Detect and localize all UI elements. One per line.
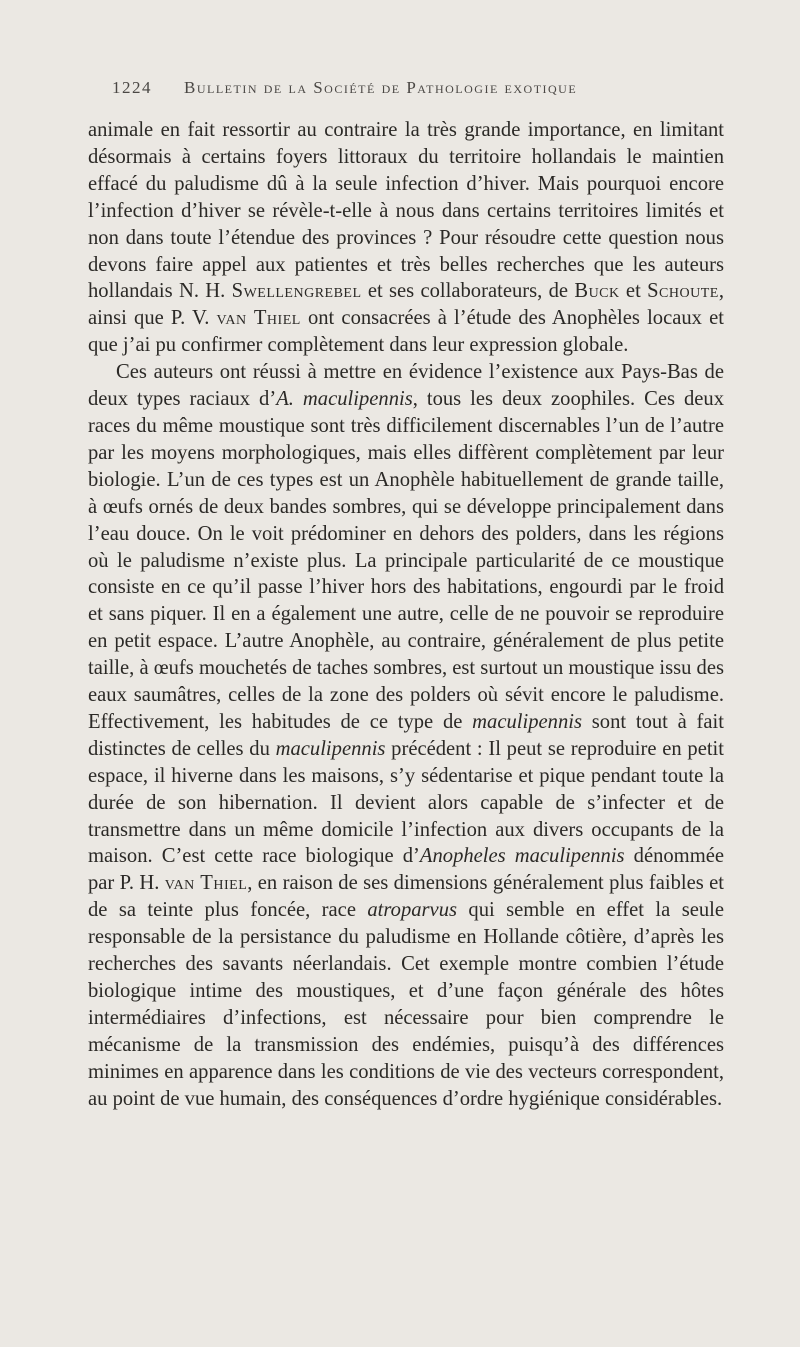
text-run: dénommée par P. H. bbox=[88, 845, 725, 895]
text-run: et ses collaborateurs, de bbox=[361, 280, 575, 303]
text-run: animale en fait ressortir au contraire la très grande importance, en limitant désormais à certains foyers littoraux du territoire hollandais le maintien effacé du paludisme dû à la seule infection d’hiver. Mais pourquoi encore l’infection d’hiver se révèle-t-elle à nous dans certains territoires limités et non dans toute l’étendue des provinces ? Pour résoudre cette question nous devons faire appel aux patientes et très belles recherches que les auteurs hollandais N. H. bbox=[88, 119, 724, 303]
text-run: , en raison de ses dimensions généralement plus faibles et de sa teinte plus foncée, race bbox=[88, 872, 724, 922]
text-run: et bbox=[619, 280, 648, 303]
text-run: , tous les deux zoophiles. Ces deux races du même moustique sont très difficilement discernables l’un de l’autre par les moyens morphologiques, mais elles diffèrent complètement par leur biologie. L’un de ces types est un Anophèle habituellement de grande taille, à œufs ornés de deux bandes sombres, qui se développe principalement dans l’eau douce. On le voit prédominer en dehors des polders, dans les régions où le paludisme n’existe plus. La principale particularité de ce moustique consiste en ce qu’il passe l’hiver hors des habitations, engourdi par le froid et sans piquer. Il en a également une autre, celle de ne pouvoir se reproduire en petit espace. L’autre Anophèle, au contraire, généralement de plus petite taille, à œufs mouchetés de taches sombres, est surtout un moustique issu des eaux saumâtres, celles de la zone des polders où sévit encore le paludisme. Effectivement, les habitudes de ce type de bbox=[88, 388, 725, 733]
running-title: Bulletin de la Société de Pathologie exotique bbox=[184, 78, 578, 97]
body-text bbox=[88, 117, 724, 1113]
species-name: atroparvus bbox=[367, 899, 457, 922]
author-name: van Thiel bbox=[164, 872, 248, 895]
species-name: Anopheles maculipennis bbox=[419, 845, 625, 868]
species-name: A. maculipennis bbox=[276, 388, 413, 411]
text-run: ont consacrées à l’étude des Anophèles locaux et que j’ai pu confirmer complètement dans leur expression globale. bbox=[88, 307, 724, 357]
paragraph bbox=[88, 359, 724, 1112]
species-name: maculipennis bbox=[472, 710, 582, 733]
page-number: 1224 bbox=[112, 78, 152, 97]
text-run: Ces auteurs ont réussi à mettre en évidence l’existence aux Pays-Bas de deux types raciaux d’ bbox=[88, 361, 724, 411]
paragraph bbox=[88, 117, 724, 359]
author-name: Schoute bbox=[647, 280, 719, 303]
text-run: précédent : Il peut se reproduire en petit espace, il hiverne dans les maisons, s’y sédentarise et pique pendant toute la durée de son hibernation. Il devient alors capable de s’infecter et de transmettre dans un même domicile l’infection aux divers occupants de la maison. C’est cette race biologique d’ bbox=[88, 737, 724, 868]
text-run: sont tout à fait distinctes de celles du bbox=[88, 710, 724, 760]
author-name: Swellengrebel bbox=[231, 280, 362, 303]
species-name: maculipennis bbox=[275, 737, 386, 760]
author-name: Buck bbox=[574, 280, 620, 303]
author-name: van Thiel bbox=[216, 307, 301, 330]
text-run: , ainsi que P. V. bbox=[88, 280, 724, 330]
text-run: qui semble en effet la seule responsable de la persistance du paludisme en Hollande côtière, d’après les recherches des savants néerlandais. Cet exemple montre combien l’étude biologique intime des moustiques, et d’une façon générale des hôtes intermédiaires d’infections, est nécessaire pour bien comprendre le mécanisme de la transmission des endémies, puisqu’à des différences minimes en apparence dans les conditions de vie des vecteurs correspondent, au point de vue humain, des conséquences d’ordre hygiénique considérables. bbox=[88, 899, 725, 1110]
